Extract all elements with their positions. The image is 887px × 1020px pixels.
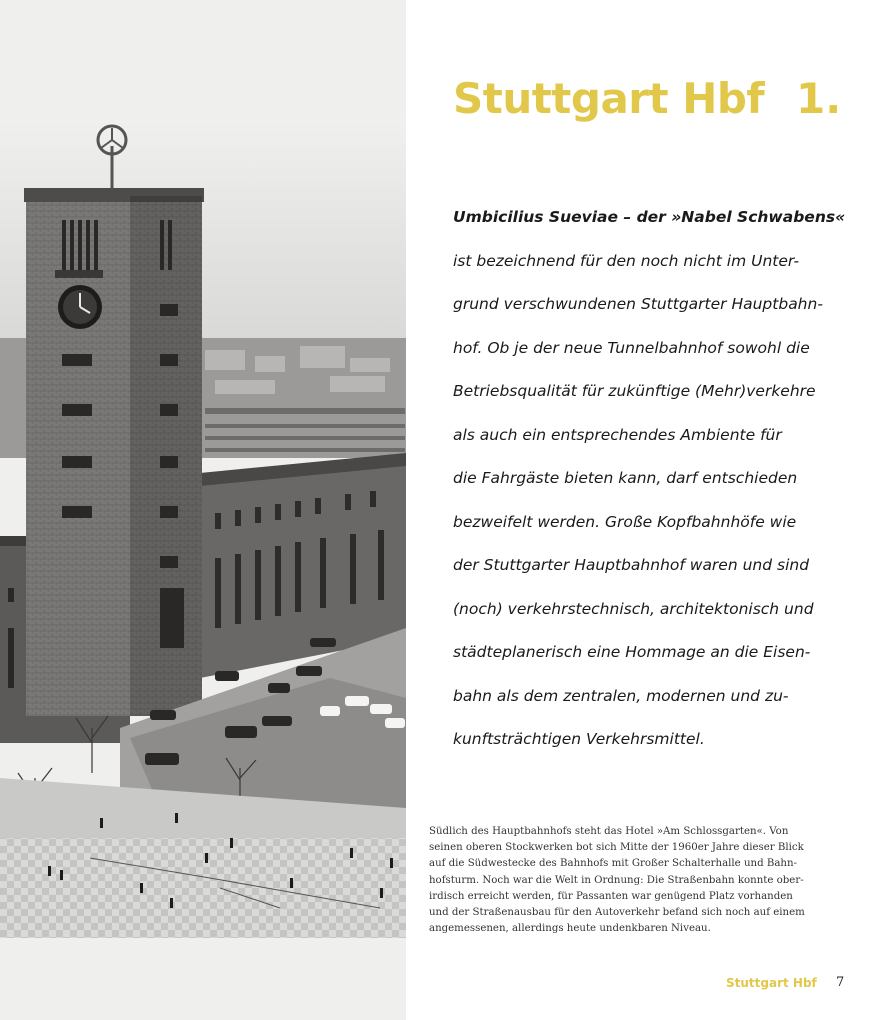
caption-line: irdisch erreicht werden, für Passanten war genügend Platz vorhanden xyxy=(429,890,793,902)
caption-line: hofsturm. Noch war die Welt in Ordnung: Die Straßenbahn konnte ober- xyxy=(429,874,804,886)
caption-line: angemessenen, allerdings heute undenkbaren Niveau. xyxy=(429,923,711,935)
intro-line: Umbicilius Sueviae – der »Nabel Schwabens« xyxy=(453,208,846,226)
caption-line: auf die Südwestecke des Bahnhofs mit Großer Schalterhalle und Bahn- xyxy=(429,858,797,870)
intro-line: hof. Ob je der neue Tunnelbahnhof sowohl die xyxy=(453,338,810,357)
intro-line: bezweifelt werden. Große Kopfbahnhöfe wie xyxy=(453,512,797,531)
intro-line: als auch ein entsprechendes Ambiente für xyxy=(453,425,782,444)
intro-line: (noch) verkehrstechnisch, architektonisch und xyxy=(453,599,814,618)
intro-line: grund verschwundenen Stuttgarter Hauptbahn- xyxy=(453,295,823,313)
intro-line: der Stuttgarter Hauptbahnhof waren und sind xyxy=(453,556,810,574)
intro-line: ist bezeichnend für den noch nicht im Unter- xyxy=(453,251,800,270)
intro-text xyxy=(453,202,846,768)
station-photo xyxy=(0,118,406,938)
page-title: Stuttgart Hbf xyxy=(453,74,765,123)
intro-line: die Fahrgäste bieten kann, darf entschieden xyxy=(453,469,798,487)
caption-line: und der Straßenausbau für den Autoverkehr befand sich noch auf einem xyxy=(429,907,805,919)
caption-line: Südlich des Hauptbahnhofs steht das Hotel »Am Schlossgarten«. Von xyxy=(429,826,789,837)
station-photo-illustration xyxy=(0,118,406,938)
intro-line: Betriebsqualität für zukünftige (Mehr)verkehre xyxy=(453,382,816,400)
page-number: 7 xyxy=(836,975,845,990)
caption-line: seinen oberen Stockwerken bot sich Mitte der 1960er Jahre dieser Blick xyxy=(429,842,804,854)
intro-line: bahn als dem zentralen, modernen und zu- xyxy=(453,686,789,705)
chapter-number: 1. xyxy=(796,74,842,123)
intro-line: städteplanerisch eine Hommage an die Eisen- xyxy=(453,643,811,661)
intro-line: kunftsträchtigen Verkehrsmittel. xyxy=(453,730,705,748)
running-footer-title: Stuttgart Hbf xyxy=(726,976,817,990)
photo-caption xyxy=(429,824,809,937)
left-panel xyxy=(0,0,406,1020)
